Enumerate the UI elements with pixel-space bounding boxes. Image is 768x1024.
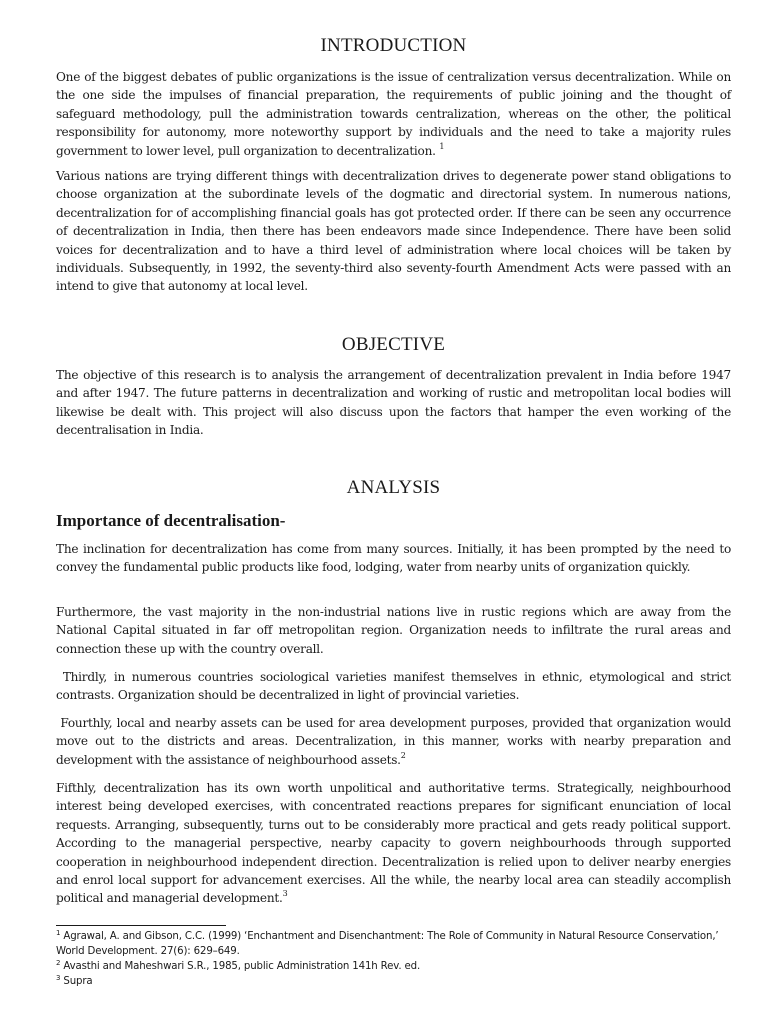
footnote-3 <box>56 974 731 989</box>
introduction-heading: INTRODUCTION <box>320 35 467 56</box>
footnote-ref-1: 1 <box>439 141 445 151</box>
footnote-3-text: Supra <box>63 976 93 987</box>
footnote-1-number: 1 <box>56 929 61 937</box>
importance-subheading: Importance of decentralisation- <box>56 511 286 530</box>
analysis-paragraph-3: Thirdly, in numerous countries sociological varieties manifest themselves in ethnic, etymological and strict contrasts. Organization should be decentralized in light of provincial varieties. <box>56 670 735 703</box>
footnote-ref-2: 2 <box>400 750 406 760</box>
footnote-separator <box>56 925 226 926</box>
analysis-paragraph-1: The inclination for decentralization has come from many sources. Initially, it has been prompted by the need to convey the fundamental public products like food, lodging, water from nearby units of organization quickly. <box>56 542 731 575</box>
footnote-3-number: 3 <box>56 974 61 982</box>
analysis-paragraph-2: Furthermore, the vast majority in the non-industrial nations live in rustic regions which are away from the National Capital situated in far off metropolitan region. Organization needs to infiltrate the rural areas and connection these up with the country overall. <box>56 605 731 656</box>
analysis-paragraph-4 <box>56 714 735 769</box>
analysis-paragraph-4-text: Fourthly, local and nearby assets can be used for area development purposes, provided that organization would move out to the districts and areas. Decentralization, in this manner, works with nearby preparation and development with the assistance of neighbourhood assets. <box>56 716 735 767</box>
analysis-heading: ANALYSIS <box>346 477 441 498</box>
footnote-2 <box>56 959 731 974</box>
objective-paragraph: The objective of this research is to analysis the arrangement of decentralization prevalent in India before 1947 and after 1947. The future patterns in decentralization and working of rustic and metropolitan local bodies will likewise be dealt with. This project will also discuss upon the factors that hamper the even working of the decentralisation in India. <box>56 368 731 438</box>
objective-heading: OBJECTIVE <box>341 334 446 355</box>
footnote-1 <box>56 929 731 959</box>
footnote-1-text: Agrawal, A. and Gibson, C.C. (1999) ‘Enchantment and Disenchantment: The Role of Community in Natural Resource Conservation,’ World Development. 27(6): 629–649. <box>56 931 719 957</box>
analysis-paragraph-5 <box>56 779 731 908</box>
introduction-paragraph-2: Various nations are trying different things with decentralization drives to degenerate power stand obligations to choose organization at the subordinate levels of the dogmatic and directorial system. In numerous nations, decentralization for of accomplishing financial goals has got protected order. If there can be seen any occurrence of decentralization in India, then there has been endeavors made since Independence. There have been solid voices for decentralization and to have a third level of administration where local choices will be taken by individuals. Subsequently, in 1992, the seventy-third also seventy-fourth Amendment Acts were passed with an intend to give that autonomy at local level. <box>56 169 731 294</box>
footnote-2-number: 2 <box>56 959 61 967</box>
footnote-ref-3: 3 <box>282 889 288 899</box>
introduction-paragraph-1 <box>56 68 731 160</box>
footnotes <box>56 929 731 989</box>
introduction-paragraph-1-text: One of the biggest debates of public organizations is the issue of centralization versus decentralization. While on the one side the impulses of financial preparation, the requirements of public joining and the thought of safeguard methodology, pull the administration towards centralization, whereas on the other, the political responsibility for autonomy, more noteworthy support by individuals and the need to take a majority rules government to lower level, pull organization to decentralization. <box>56 70 731 158</box>
footnote-2-text: Avasthi and Maheshwari S.R., 1985, public Administration 141h Rev. ed. <box>63 961 421 972</box>
analysis-paragraph-5-text: Fifthly, decentralization has its own worth unpolitical and authoritative terms. Strategically, neighbourhood interest being developed exercises, with concentrated reactions prepares for significant enunciation of local requests. Arranging, subsequently, turns out to be considerably more practical and gets ready political support. According to the managerial perspective, nearby capacity to govern neighbourhoods through supported cooperation in neighbourhood independent direction. Decentralization is relied upon to deliver nearby energies and enrol local support for advancement exercises. All the while, the nearby local area can steadily accomplish political and managerial development. <box>56 781 731 906</box>
